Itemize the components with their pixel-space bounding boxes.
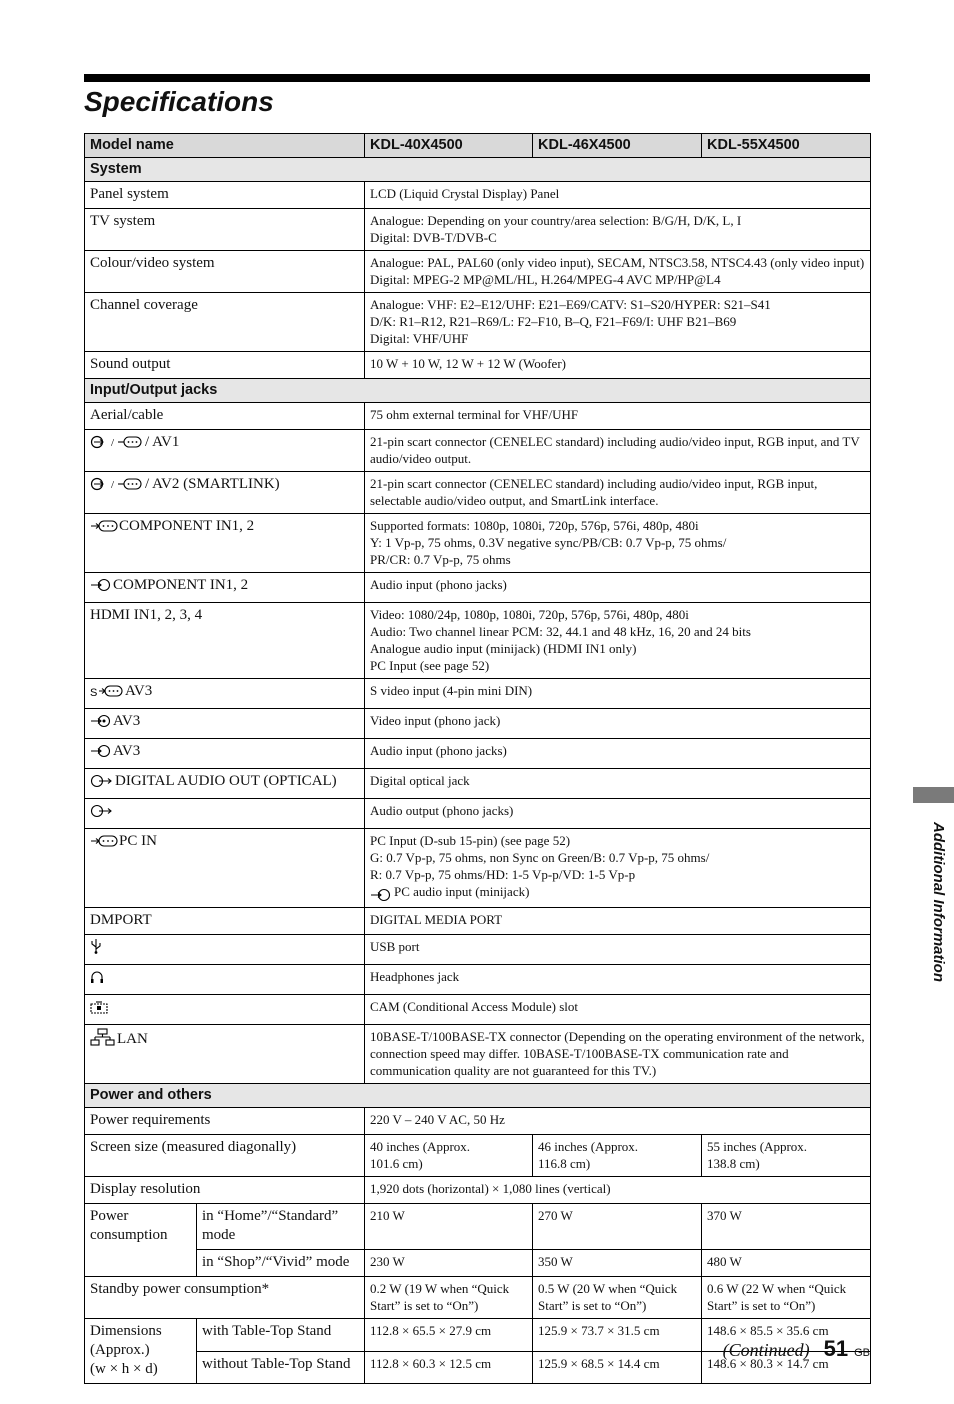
table-row <box>85 935 871 965</box>
continued-label: (Continued) <box>722 1340 810 1360</box>
top-rule <box>84 74 870 82</box>
spec-value-line: 40 inches (Approx. <box>370 1139 471 1154</box>
spec-value-line: Analogue: VHF: E2–E12/UHF: E21–E69/CATV: S1–S20/HYPER: S21–S41 <box>370 297 771 312</box>
spec-value-line: Analogue: PAL, PAL60 (only video input), SECAM, NTSC3.58, NTSC4.43 (only video input) <box>370 255 865 270</box>
spec-value-line: Audio output (phono jacks) <box>370 803 514 818</box>
table-row <box>85 1250 871 1277</box>
spec-label-text: / AV2 (SMARTLINK) <box>145 476 280 492</box>
spec-label-text: Aerial/cable <box>90 407 164 423</box>
table-row <box>85 739 871 769</box>
spec-value-line: Headphones jack <box>370 969 460 984</box>
spec-label-text: COMPONENT IN1, 2 <box>119 518 255 534</box>
page-title: Specifications <box>84 86 274 117</box>
spec-value-line: 55 inches (Approx. <box>707 1139 808 1154</box>
spec-value-line: PC Input (see page 52) <box>370 658 490 673</box>
optical-out-icon <box>90 774 114 794</box>
spec-label <box>85 935 365 965</box>
table-row <box>85 352 871 379</box>
spec-label <box>85 514 365 573</box>
table-row <box>85 573 871 603</box>
spec-value <box>365 1025 871 1084</box>
spec-value-line: G: 0.7 Vp-p, 75 ohms, non Sync on Green/B: 0.7 Vp-p, 75 ohms/ <box>370 850 710 865</box>
spec-value-line: Digital: MPEG-2 MP@ML/HL, H.264/MPEG-4 AVC MP/HP@L4 <box>370 272 721 287</box>
spec-label-text: DMPORT <box>90 912 152 928</box>
spec-value-line: 21-pin scart connector (CENELEC standard) including audio/video input, RGB input, selectable audio/video output, and SmartLink interface. <box>370 476 818 508</box>
spec-value <box>365 679 871 709</box>
spec-value <box>365 251 871 293</box>
section-io: Input/Output jacks <box>85 379 871 403</box>
spec-value-line: PC Input (D-sub 15-pin) (see page 52) <box>370 833 571 848</box>
spec-value: 220 V – 240 V AC, 50 Hz <box>365 1108 871 1135</box>
spec-label: Channel coverage <box>85 293 365 352</box>
spec-label: Display resolution <box>85 1177 365 1204</box>
audio-in-icon <box>90 744 112 764</box>
spec-value <box>365 403 871 430</box>
spec-value: 210 W <box>365 1204 533 1250</box>
scart-icon <box>90 435 144 455</box>
spec-value-line: Analogue: Depending on your country/area selection: B/G/H, D/K, L, I <box>370 213 742 228</box>
spec-value <box>365 1277 533 1319</box>
spec-label: Power consumption <box>85 1204 197 1277</box>
table-row <box>85 679 871 709</box>
table-row <box>85 514 871 573</box>
spec-label-line: Dimensions <box>90 1323 162 1339</box>
spec-value-line: Video: 1080/24p, 1080p, 1080i, 720p, 576p, 576i, 480p, 480i <box>370 607 689 622</box>
table-row <box>85 472 871 514</box>
spec-value-line: LCD (Liquid Crystal Display) Panel <box>370 186 560 201</box>
spec-value-line: PR/CR: 0.7 Vp-p, 75 ohms <box>370 552 511 567</box>
usb-icon <box>90 938 102 960</box>
spec-label <box>85 573 365 603</box>
spec-value: 480 W <box>702 1250 871 1277</box>
spec-value <box>365 769 871 799</box>
spec-label <box>85 679 365 709</box>
table-row <box>85 995 871 1025</box>
video-in-icon <box>90 714 112 734</box>
spec-value <box>365 293 871 352</box>
spec-label-line: (w × h × d) <box>90 1361 158 1377</box>
cam-slot-icon <box>90 1000 108 1020</box>
table-row <box>85 799 871 829</box>
spec-label-text: AV3 <box>113 713 141 729</box>
table-row <box>85 829 871 908</box>
spec-label-text: AV3 <box>125 683 153 699</box>
spec-label <box>85 472 365 514</box>
spec-value-line: Video input (phono jack) <box>370 713 501 728</box>
spec-label <box>85 799 365 829</box>
spec-value-line: 10BASE-T/100BASE-TX connector (Depending on the operating environment of the network, connection speed may differ. 10BASE-T/100BASE-TX communication rate and communication quality are not guaranteed for this TV.) <box>370 1029 865 1078</box>
section-row <box>85 1084 871 1108</box>
spec-label <box>85 1025 365 1084</box>
table-row <box>85 1135 871 1177</box>
spec-sublabel: with Table-Top Stand <box>197 1319 365 1352</box>
spec-value-line: S video input (4-pin mini DIN) <box>370 683 533 698</box>
table-row <box>85 293 871 352</box>
spec-value-line: 10 W + 10 W, 12 W + 12 W (Woofer) <box>370 356 566 371</box>
spec-value-line: CAM (Conditional Access Module) slot <box>370 999 579 1014</box>
spec-label <box>85 403 365 430</box>
spec-label <box>85 965 365 995</box>
spec-value-line: Start” is set to “On”) <box>370 1298 479 1313</box>
table-row <box>85 709 871 739</box>
spec-label <box>85 709 365 739</box>
spec-label-text: COMPONENT IN1, 2 <box>113 577 249 593</box>
audio-in-icon <box>370 886 393 903</box>
spec-label <box>85 430 365 472</box>
spec-value-line: 46 inches (Approx. <box>538 1139 639 1154</box>
table-row <box>85 182 871 209</box>
spec-label: Sound output <box>85 352 365 379</box>
spec-value-line: Digital: VHF/UHF <box>370 331 469 346</box>
spec-value <box>702 1277 871 1319</box>
page-suffix: GB <box>854 1347 870 1359</box>
table-row <box>85 430 871 472</box>
model-header: KDL-55X4500 <box>702 134 871 158</box>
spec-value <box>365 182 871 209</box>
table-row <box>85 403 871 430</box>
model-header: KDL-46X4500 <box>533 134 702 158</box>
spec-value-line: Analogue audio input (minijack) (HDMI IN1 only) <box>370 641 637 656</box>
spec-value-line: Audio input (phono jacks) <box>370 577 507 592</box>
spec-value-line: Digital: DVB-T/DVB-C <box>370 230 497 245</box>
spec-value <box>365 472 871 514</box>
spec-label <box>85 995 365 1025</box>
scart-icon <box>90 477 144 497</box>
spec-value-line: Supported formats: 1080p, 1080i, 720p, 576p, 576i, 480p, 480i <box>370 518 699 533</box>
spec-label <box>85 739 365 769</box>
pc-in-icon <box>90 834 118 854</box>
spec-value-line: D/K: R1–R12, R21–R69/L: F2–F10, B–Q, F21–F69/I: UHF B21–B69 <box>370 314 737 329</box>
page-footer <box>723 1336 870 1362</box>
spec-value-line: DIGITAL MEDIA PORT <box>370 912 503 927</box>
headphones-icon <box>90 970 104 990</box>
table-row <box>85 1025 871 1084</box>
spec-value <box>365 209 871 251</box>
table-row <box>85 209 871 251</box>
spec-value-line: 0.6 W (22 W when “Quick <box>707 1281 847 1296</box>
sidebar-tab <box>913 787 954 803</box>
spec-label-text: PC IN <box>119 833 157 849</box>
spec-label-line: (Approx.) <box>90 1342 150 1358</box>
s-video-icon <box>90 684 124 704</box>
spec-value <box>365 908 871 935</box>
spec-value <box>365 709 871 739</box>
spec-value: 125.9 × 68.5 × 14.4 cm <box>533 1351 702 1384</box>
spec-value <box>365 935 871 965</box>
audio-in-icon <box>90 578 112 598</box>
svg-text:/: / <box>111 437 115 449</box>
spec-label: Standby power consumption* <box>85 1277 365 1319</box>
table-row <box>85 1108 871 1135</box>
spec-value-line: PC audio input (minijack) <box>394 884 530 899</box>
spec-value-line: Digital optical jack <box>370 773 470 788</box>
spec-value: 112.8 × 60.3 × 12.5 cm <box>365 1351 533 1384</box>
spec-value-line: 101.6 cm) <box>370 1156 423 1171</box>
spec-value: 230 W <box>365 1250 533 1277</box>
spec-label: Colour/video system <box>85 251 365 293</box>
spec-value <box>365 603 871 679</box>
section-row <box>85 379 871 403</box>
model-name-header: Model name <box>85 134 365 158</box>
table-row <box>85 908 871 935</box>
spec-label-text: DIGITAL AUDIO OUT (OPTICAL) <box>115 773 337 789</box>
spec-value <box>365 573 871 603</box>
table-row <box>85 603 871 679</box>
audio-out-icon <box>90 804 114 824</box>
spec-value: 148.6 × 80.3 × 14.7 cm <box>702 1351 871 1384</box>
spec-sublabel: in “Home”/“Standard” mode <box>197 1204 365 1250</box>
spec-value <box>365 514 871 573</box>
spec-value <box>365 1135 533 1177</box>
spec-label: Panel system <box>85 182 365 209</box>
spec-value: 1,920 dots (horizontal) × 1,080 lines (vertical) <box>365 1177 871 1204</box>
spec-value-line: 0.2 W (19 W when “Quick <box>370 1281 510 1296</box>
spec-value: 112.8 × 65.5 × 27.9 cm <box>365 1319 533 1352</box>
spec-value <box>702 1135 871 1177</box>
spec-label <box>85 603 365 679</box>
spec-label <box>85 1319 197 1384</box>
page-number: 51 <box>823 1336 849 1361</box>
table-row <box>85 769 871 799</box>
spec-value <box>365 739 871 769</box>
spec-value: 350 W <box>533 1250 702 1277</box>
table-row <box>85 965 871 995</box>
spec-value-line: Start” is set to “On”) <box>538 1298 647 1313</box>
spec-label-text: / AV1 <box>145 434 180 450</box>
section-power: Power and others <box>85 1084 871 1108</box>
spec-value <box>533 1277 702 1319</box>
spec-table <box>84 133 871 1384</box>
spec-value-line: Y: 1 Vp-p, 75 ohms, 0.3V negative sync/PB/CB: 0.7 Vp-p, 75 ohms/ <box>370 535 727 550</box>
spec-value-line: 21-pin scart connector (CENELEC standard) including audio/video input, RGB input, and TV audio/video output. <box>370 434 860 466</box>
spec-value-line: 138.8 cm) <box>707 1156 760 1171</box>
spec-value <box>365 430 871 472</box>
spec-value <box>365 995 871 1025</box>
spec-sublabel: in “Shop”/“Vivid” mode <box>197 1250 365 1277</box>
spec-label: TV system <box>85 209 365 251</box>
spec-value-line: R: 0.7 Vp-p, 75 ohms/HD: 1-5 Vp-p/VD: 1-5 Vp-p <box>370 867 636 882</box>
spec-value <box>365 799 871 829</box>
spec-value <box>533 1135 702 1177</box>
spec-value-line: Start” is set to “On”) <box>707 1298 816 1313</box>
lan-icon <box>90 1028 116 1052</box>
spec-value-line: Audio: Two channel linear PCM: 32, 44.1 and 48 kHz, 16, 20 and 24 bits <box>370 624 751 639</box>
table-row <box>85 251 871 293</box>
spec-value-line: Audio input (phono jacks) <box>370 743 507 758</box>
spec-label-text: AV3 <box>113 743 141 759</box>
spec-value-line: 0.5 W (20 W when “Quick <box>538 1281 678 1296</box>
spec-label <box>85 769 365 799</box>
spec-value: 270 W <box>533 1204 702 1250</box>
spec-value: 125.9 × 73.7 × 31.5 cm <box>533 1319 702 1352</box>
model-header: KDL-40X4500 <box>365 134 533 158</box>
svg-text:/: / <box>111 479 115 491</box>
spec-value-line: 75 ohm external terminal for VHF/UHF <box>370 407 579 422</box>
spec-label-text: HDMI IN1, 2, 3, 4 <box>90 607 203 623</box>
spec-value <box>365 352 871 379</box>
spec-label: Screen size (measured diagonally) <box>85 1135 365 1177</box>
section-system: System <box>85 158 871 182</box>
header-row <box>85 134 871 158</box>
spec-label <box>85 908 365 935</box>
table-row <box>85 1277 871 1319</box>
spec-value-line: USB port <box>370 939 420 954</box>
spec-label-text: LAN <box>117 1031 148 1047</box>
spec-value <box>365 829 871 908</box>
spec-value <box>365 965 871 995</box>
spec-label <box>85 829 365 908</box>
spec-sublabel: without Table-Top Stand <box>197 1351 365 1384</box>
table-row <box>85 1204 871 1250</box>
sidebar-label: Additional Information <box>930 822 947 982</box>
spec-value: 148.6 × 85.5 × 35.6 cm <box>702 1319 871 1352</box>
table-row <box>85 1177 871 1204</box>
spec-value: 370 W <box>702 1204 871 1250</box>
svg-text:S: S <box>90 687 98 698</box>
spec-value-line: 116.8 cm) <box>538 1156 591 1171</box>
component-video-icon <box>90 519 118 539</box>
spec-label: Power requirements <box>85 1108 365 1135</box>
